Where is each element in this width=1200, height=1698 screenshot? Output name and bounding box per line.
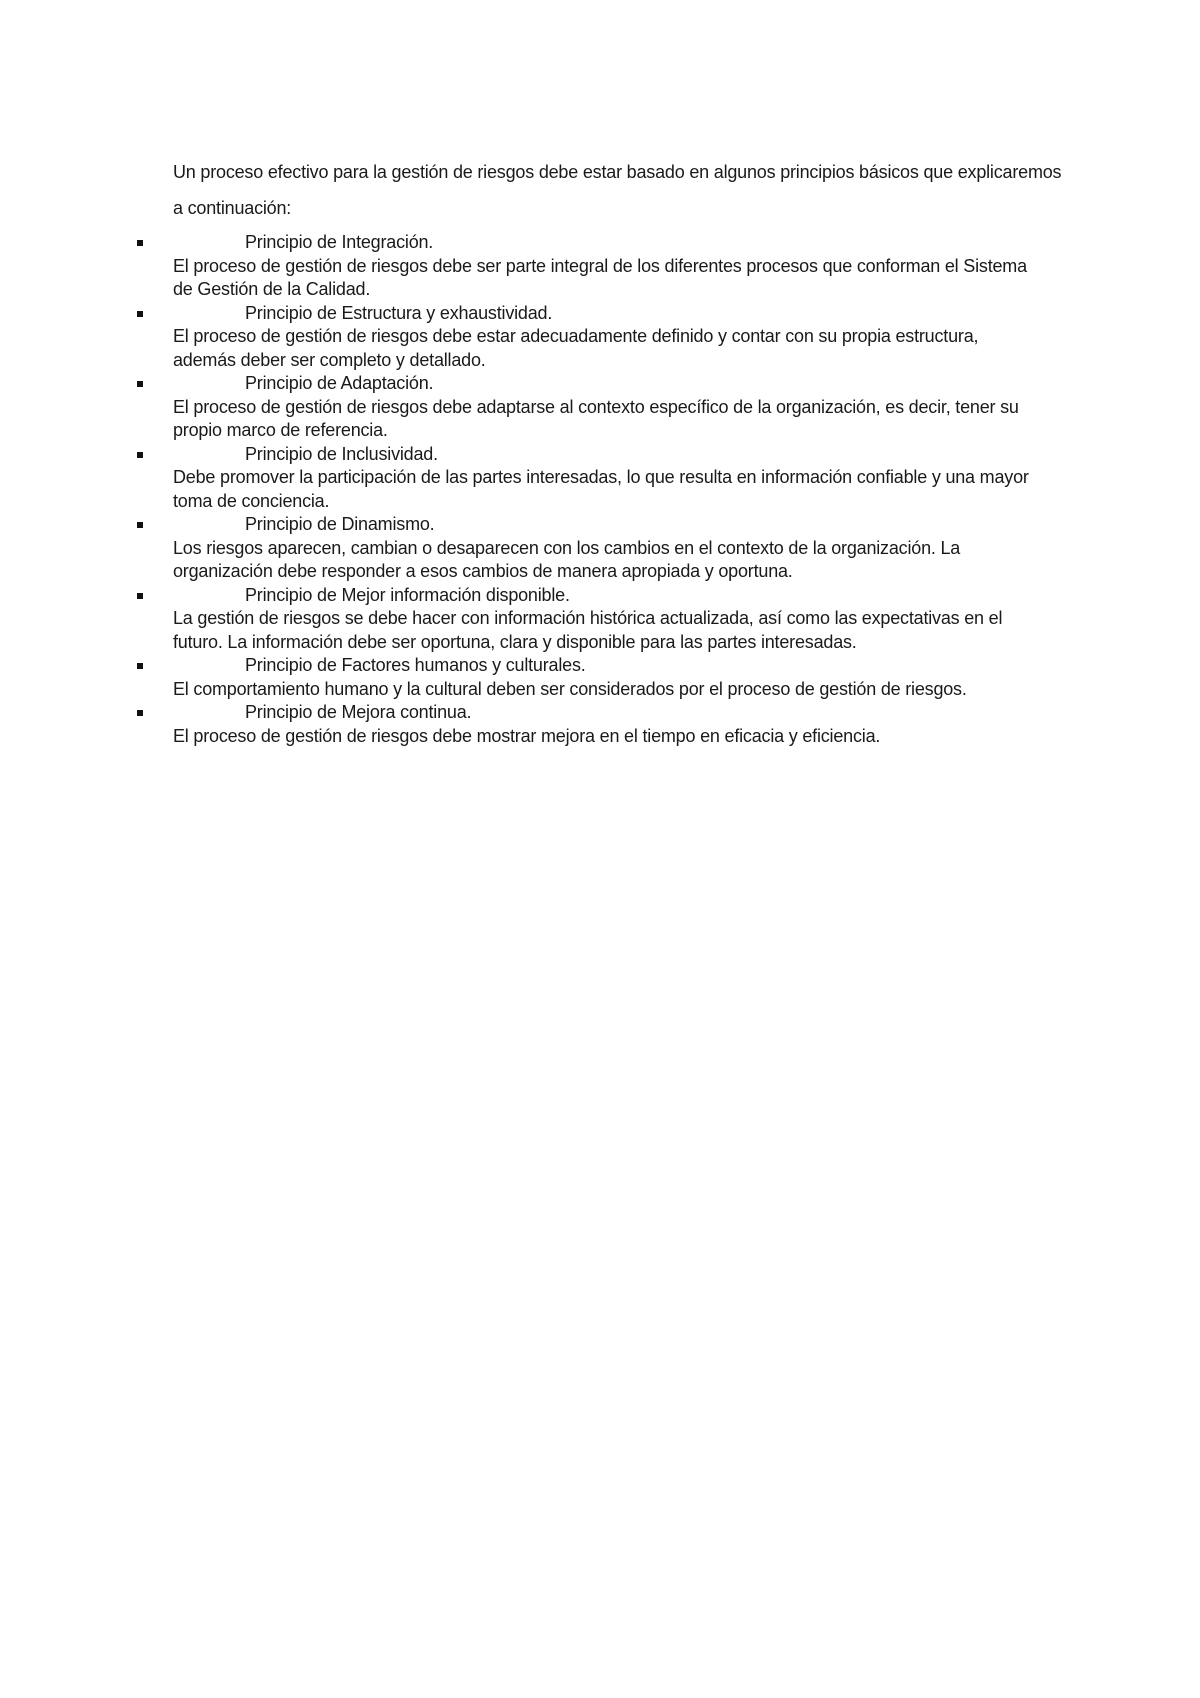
principle-description: El proceso de gestión de riesgos debe adaptarse al contexto específico de la organización, es decir, tener su propio marco de referencia.: [173, 396, 1019, 440]
list-item: [0, 513, 1200, 584]
principle-title: Principio de Inclusividad.: [245, 443, 438, 464]
principle-description: El proceso de gestión de riesgos debe estar adecuadamente definido y contar con su propia estructura, además deber ser completo y detallado.: [173, 326, 979, 370]
square-bullet-icon: [137, 311, 143, 317]
square-bullet-icon: [137, 710, 143, 716]
principle-description: El proceso de gestión de riesgos debe mostrar mejora en el tiempo en eficacia y eficiencia.: [173, 725, 881, 746]
principle-title: Principio de Dinamismo.: [245, 514, 435, 534]
principle-title: Principio de Mejor información disponible.: [245, 584, 570, 605]
principle-title: Principio de Adaptación.: [245, 373, 434, 393]
list-item: [0, 443, 1200, 514]
intro-paragraph: Un proceso efectivo para la gestión de riesgos debe estar basado en algunos principios básicos que explicaremos a continuación:: [173, 162, 1062, 218]
square-bullet-icon: [137, 593, 143, 599]
list-item: [0, 231, 1200, 302]
list-item: [0, 584, 1200, 655]
square-bullet-icon: [137, 240, 143, 246]
principle-description: El proceso de gestión de riesgos debe ser parte integral de los diferentes procesos que conforman el Sistema de Gestión de la Calidad.: [173, 255, 1027, 299]
principle-title: Principio de Mejora continua.: [245, 702, 472, 722]
square-bullet-icon: [137, 663, 143, 669]
square-bullet-icon: [137, 452, 143, 458]
principles-list: [0, 231, 1200, 748]
square-bullet-icon: [137, 381, 143, 387]
principle-title: Principio de Factores humanos y culturales.: [245, 655, 586, 675]
list-item: [0, 701, 1200, 748]
principle-description: El comportamiento humano y la cultural deben ser considerados por el proceso de gestión de riesgos.: [173, 678, 967, 699]
list-item: [0, 372, 1200, 443]
list-item: [0, 302, 1200, 373]
principle-description: Los riesgos aparecen, cambian o desaparecen con los cambios en el contexto de la organización. La organización debe responder a esos cambios de manera apropiada y oportuna.: [173, 537, 961, 581]
principle-description: Debe promover la participación de las partes interesadas, lo que resulta en información confiable y una mayor toma de conciencia.: [173, 467, 1029, 511]
list-item: [0, 654, 1200, 701]
principle-title: Principio de Estructura y exhaustividad.: [245, 302, 553, 323]
square-bullet-icon: [137, 522, 143, 528]
principle-title: Principio de Integración.: [245, 232, 434, 252]
principle-description: La gestión de riesgos se debe hacer con información histórica actualizada, así como las expectativas en el futuro. La información debe ser oportuna, clara y disponible para las partes interesadas.: [173, 608, 1003, 652]
